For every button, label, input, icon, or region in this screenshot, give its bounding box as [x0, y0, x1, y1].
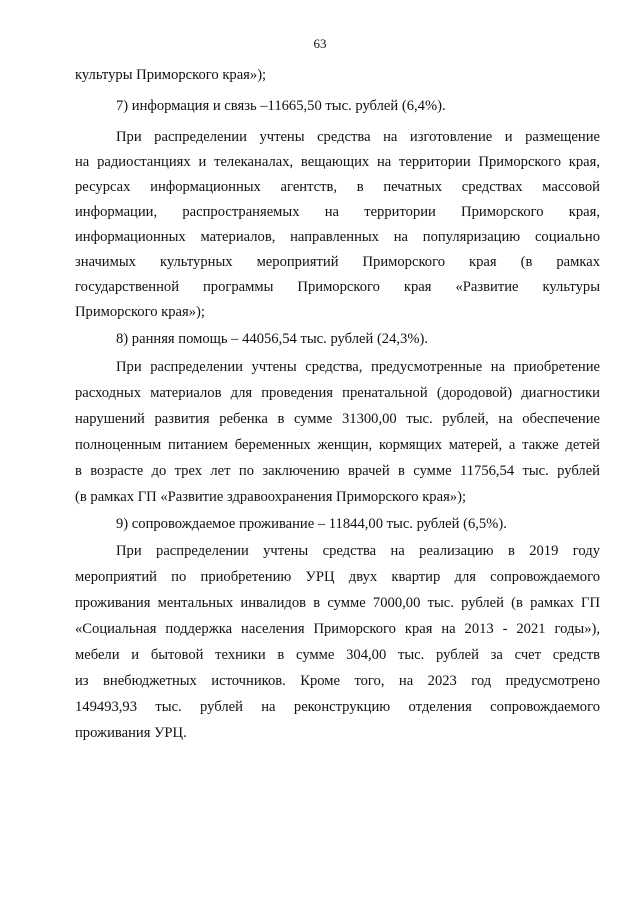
- text-line: 149493,93 тыс. рублей на реконструкцию отделения сопровождаемого: [75, 699, 600, 715]
- text-line: Приморского края»);: [75, 304, 205, 320]
- text-line: информационных материалов, направленных на популяризацию социально: [75, 229, 600, 245]
- text-line: значимых культурных мероприятий Приморского края (в рамках: [75, 254, 600, 270]
- text-line: При распределении учтены средства, предусмотренные на приобретение: [116, 359, 600, 375]
- text-line: мероприятий по приобретению УРЦ двух квартир для сопровождаемого: [75, 569, 600, 585]
- list-item-7: 7) информация и связь –11665,50 тыс. рублей (6,4%).: [116, 98, 446, 114]
- text-line: государственной программы Приморского края «Развитие культуры: [75, 279, 600, 295]
- text-line: При распределении учтены средства на реализацию в 2019 году: [116, 543, 600, 559]
- text-line: на радиостанциях и телеканалах, вещающих на территории Приморского края,: [75, 154, 600, 170]
- text-line: расходных материалов для проведения пренатальной (дородовой) диагностики: [75, 385, 600, 401]
- text-line: проживания УРЦ.: [75, 725, 187, 741]
- text-line: (в рамках ГП «Развитие здравоохранения Приморского края»);: [75, 489, 467, 505]
- text-line: «Социальная поддержка населения Приморского края на 2013 - 2021 годы»),: [75, 621, 600, 637]
- text-line: нарушений развития ребенка в сумме 31300,00 тыс. рублей, на обеспечение: [75, 411, 600, 427]
- text-line: проживания ментальных инвалидов в сумме 7000,00 тыс. рублей (в рамках ГП: [75, 595, 600, 611]
- text-line: При распределении учтены средства на изготовление и размещение: [116, 129, 600, 145]
- text-line: культуры Приморского края»);: [75, 67, 267, 83]
- text-line: информации, распространяемых на территории Приморского края,: [75, 204, 600, 220]
- text-line: полноценным питанием беременных женщин, кормящих матерей, а также детей: [75, 437, 600, 453]
- text-line: мебели и бытовой техники в сумме 304,00 тыс. рублей за счет средств: [75, 647, 600, 663]
- text-line: из внебюджетных источников. Кроме того, на 2023 год предусмотрено: [75, 673, 600, 689]
- text-line: в возрасте до трех лет по заключению врачей в сумме 11756,54 тыс. рублей: [75, 463, 600, 479]
- list-item-9: 9) сопровождаемое проживание – 11844,00 тыс. рублей (6,5%).: [116, 516, 507, 532]
- text-line: ресурсах информационных агентств, в печатных средствах массовой: [75, 179, 600, 195]
- page-number: 63: [313, 36, 327, 51]
- list-item-8: 8) ранняя помощь – 44056,54 тыс. рублей (24,3%).: [116, 331, 429, 347]
